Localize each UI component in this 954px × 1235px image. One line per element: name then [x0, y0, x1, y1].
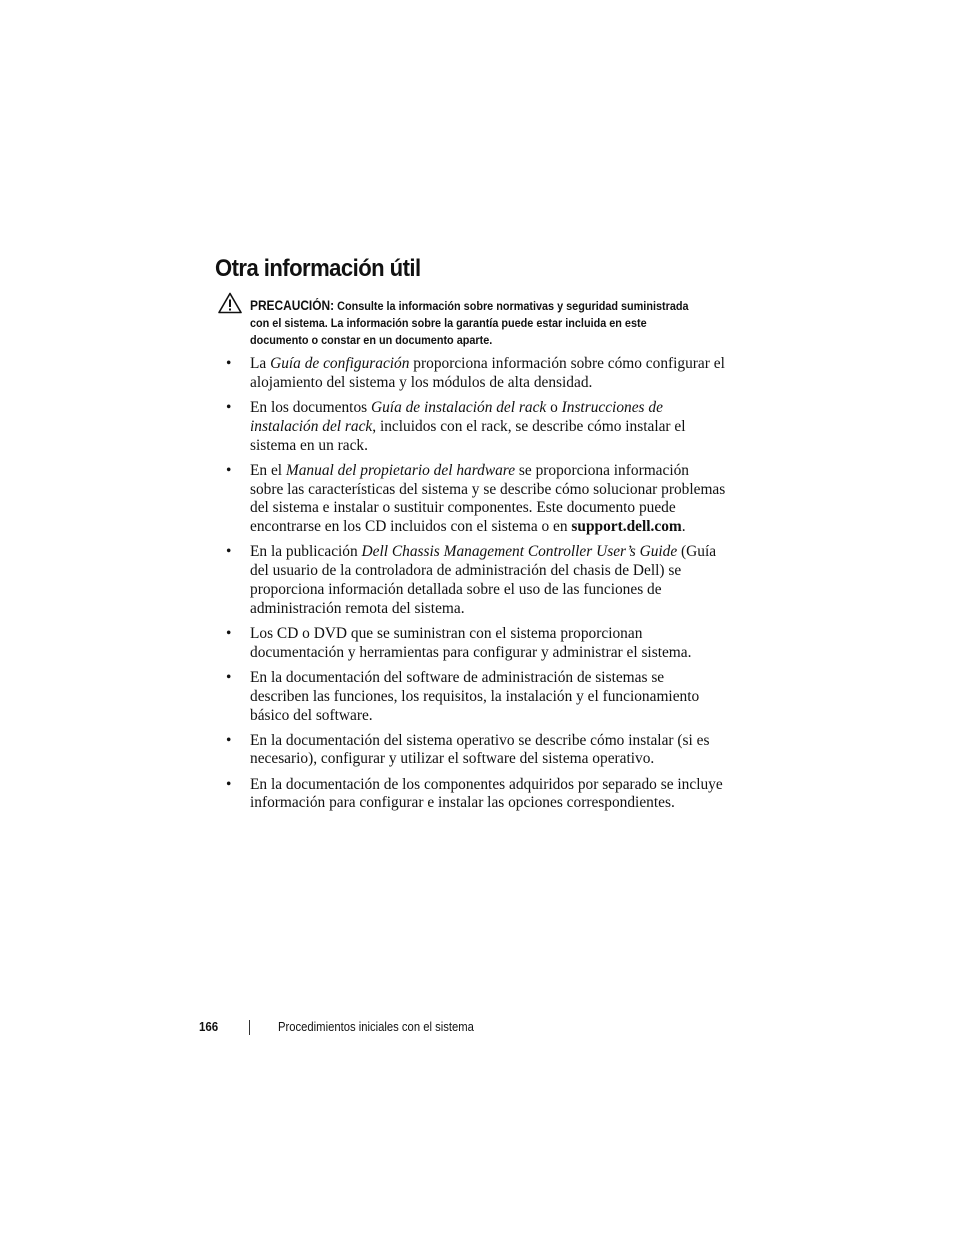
warning-triangle-icon	[218, 292, 242, 314]
item-text: proporciona información sobre cómo configurar el alojamiento del sistema y los módulos de alta densidad.	[250, 355, 725, 391]
footer-chapter-title: Procedimientos iniciales con el sistema	[278, 1019, 474, 1034]
bullet-mark: •	[226, 355, 232, 372]
list-item	[226, 355, 726, 393]
list-item	[226, 399, 726, 455]
item-text: se proporciona información sobre las características del sistema y se describe cómo solucionar problemas del sistema e instalar o sustituir componentes. Este documento puede encontrarse en los CD incluidos con el sistema o en	[250, 461, 726, 536]
page-number: 166	[199, 1019, 219, 1034]
doc-title: Instrucciones de instalación del rack	[250, 398, 663, 435]
doc-title: Dell Chassis Management Controller User’s Guide	[361, 543, 678, 561]
list-item	[226, 462, 726, 537]
list-item	[226, 625, 726, 663]
item-text: La	[250, 355, 271, 372]
item-text: En los documentos	[250, 398, 371, 416]
list-item	[226, 776, 726, 814]
item-text: Los CD o DVD que se suministran con el sistema proporcionan documentación y herramientas para configurar y administrar el sistema.	[250, 624, 692, 661]
bullet-mark: •	[226, 731, 232, 749]
doc-title: Guía de configuración	[270, 355, 410, 372]
bullet-mark: •	[226, 461, 232, 479]
bullet-mark: •	[226, 624, 232, 642]
item-text: (Guía del usuario de la controladora de administración del chasis de Dell) se proporciona información detallada sobre el uso de las funciones de administración remota del sistema.	[250, 543, 717, 617]
bullet-mark: •	[226, 775, 232, 793]
caution-notice	[250, 297, 695, 349]
doc-title: Manual del propietario del hardware	[285, 461, 516, 479]
doc-title: Guía de instalación del rack	[370, 398, 547, 416]
bullet-mark: •	[226, 668, 232, 686]
item-text: .	[681, 518, 686, 536]
item-text: o	[546, 398, 562, 416]
list-item	[226, 732, 726, 770]
item-text: En la publicación	[250, 543, 362, 561]
item-text: En la documentación del software de administración de sistemas se describen las funciones, los requisitos, la instalación y el funcionamiento básico del software.	[250, 668, 700, 724]
support-link[interactable]: support.dell.com	[571, 518, 682, 536]
item-text: En la documentación de los componentes adquiridos por separado se incluye información para configurar e instalar las opciones correspondientes.	[250, 775, 723, 812]
item-text: En el	[250, 461, 286, 479]
caution-text: Consulte la información sobre normativas y seguridad suministrada con el sistema. La información sobre la garantía puede estar incluida en este documento o constar en un documento aparte.	[250, 299, 689, 347]
page-heading: Otra información útil	[215, 255, 421, 282]
item-text: En la documentación del sistema operativo se describe cómo instalar (si es necesario), configurar y utilizar el software del sistema operativo.	[250, 731, 710, 768]
caution-label: PRECAUCIÓN:	[250, 298, 335, 313]
bullet-mark: •	[226, 398, 232, 416]
bullet-mark: •	[226, 543, 232, 561]
list-item	[226, 669, 726, 725]
list-item	[226, 543, 726, 618]
footer-separator	[249, 1020, 250, 1035]
item-text: , incluidos con el rack, se describe cómo instalar el sistema en un rack.	[250, 417, 686, 454]
info-bullet-list	[226, 355, 726, 820]
